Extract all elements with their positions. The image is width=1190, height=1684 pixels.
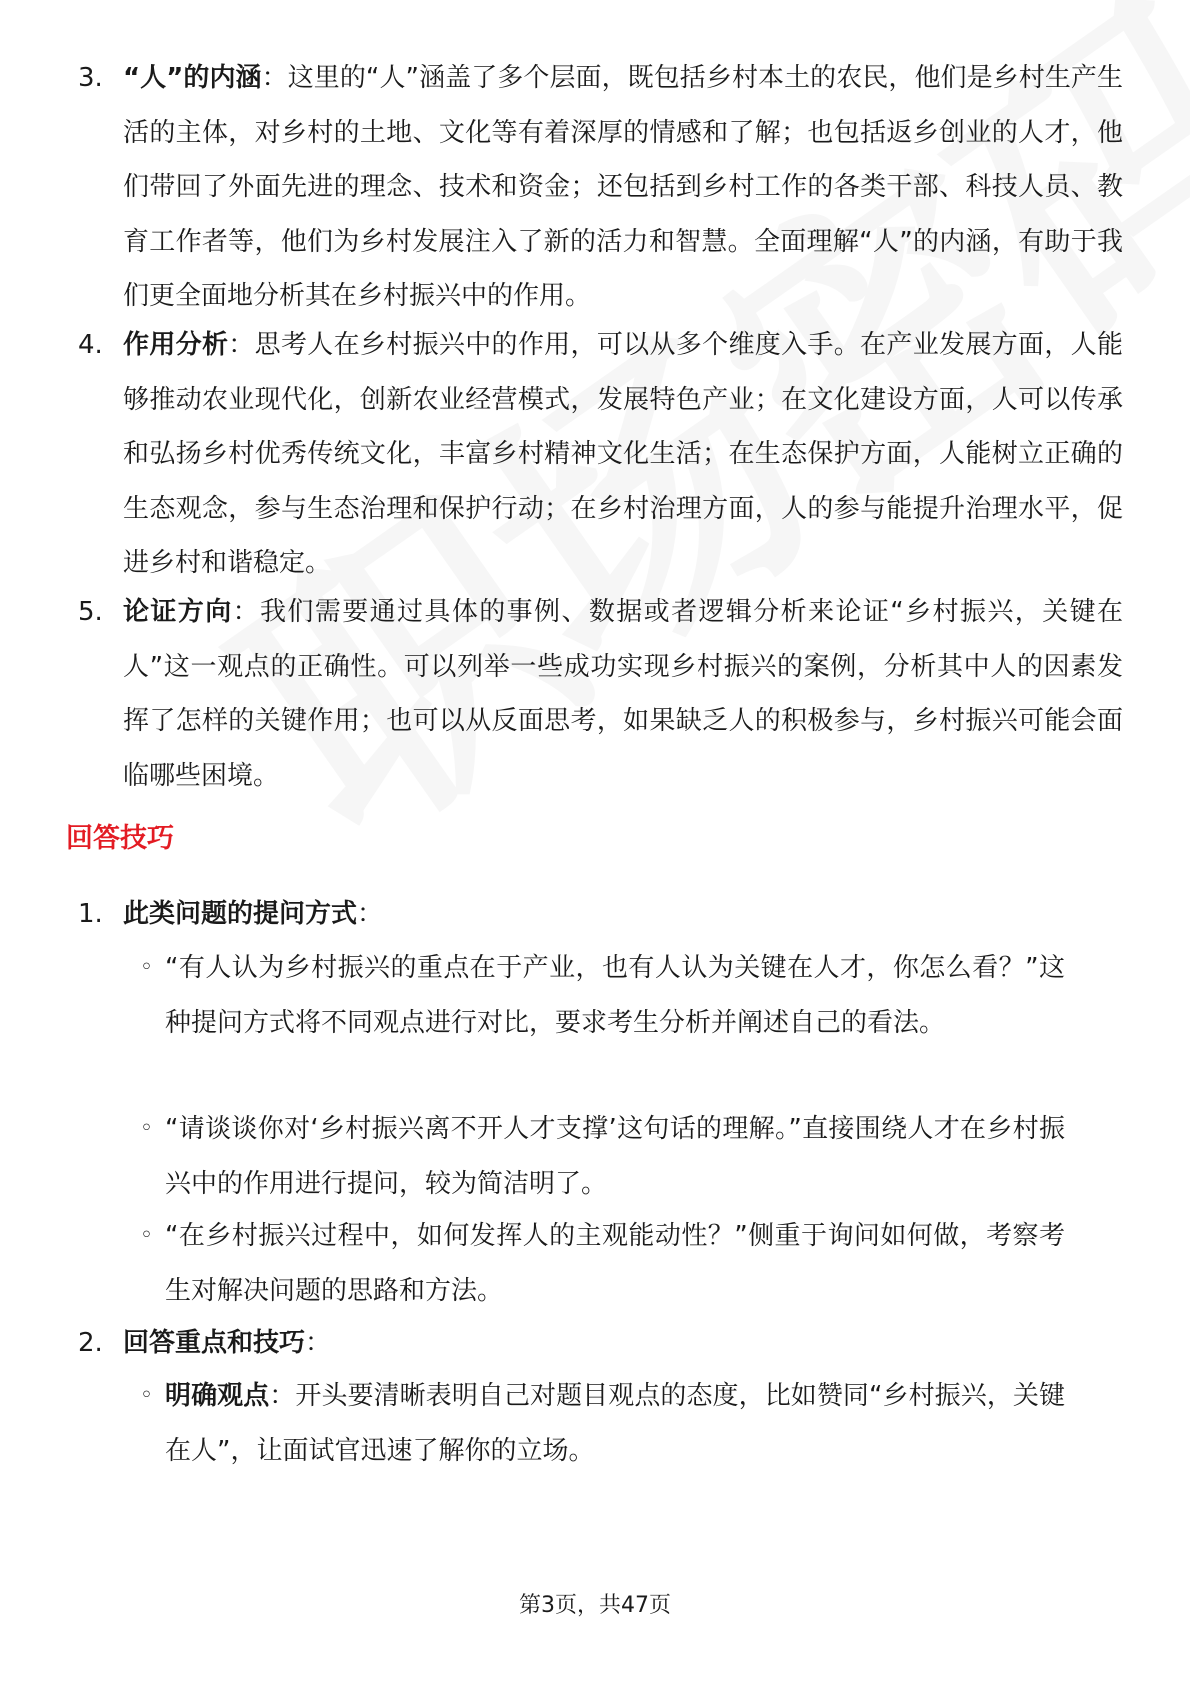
separator: ： xyxy=(228,330,255,360)
item-text: 这里的“人”涵盖了多个层面，既包括乡村本土的农民，他们是乡村生产生活的主体，对乡村的土地、文化等有着深厚的情感和了解；也包括返乡创业的人才，他们带回了外面先进的理念、技术和资金；还包括到乡村工作的各类干部、科技人员、教育工作者等，他们为乡村发展注入了新的活力和智慧。全面理解“人”的内涵，有助于我们更全面地分析其在乡村振兴中的作用。 xyxy=(123,63,1123,311)
list-item xyxy=(78,585,1138,803)
separator: ： xyxy=(357,899,384,929)
bullet-icon: ◦ xyxy=(140,1383,153,1408)
separator: ： xyxy=(269,1381,296,1411)
sub-list-item xyxy=(140,1102,1065,1211)
separator: ： xyxy=(305,1328,332,1358)
sub-item-title: 明确观点 xyxy=(165,1381,270,1411)
section-title: 回答技巧 xyxy=(66,823,174,854)
list-item xyxy=(78,1316,1138,1371)
sub-item-text: “在乡村振兴过程中，如何发挥人的主观能动性？”侧重于询问如何做，考察考生对解决问题的思路和方法。 xyxy=(165,1221,1065,1306)
sub-list-item xyxy=(140,941,1065,1050)
list-number: 4. xyxy=(78,330,103,360)
list-item xyxy=(78,318,1138,591)
page-number: 第3页，共47页 xyxy=(519,1593,671,1618)
item-title: 论证方向 xyxy=(123,597,233,627)
sub-item-text: “有人认为乡村振兴的重点在于产业，也有人认为关键在人才，你怎么看？”这种提问方式将不同观点进行对比，要求考生分析并阐述自己的看法。 xyxy=(165,953,1065,1038)
bullet-icon: ◦ xyxy=(140,1116,153,1141)
sub-list-item xyxy=(140,1369,1065,1478)
sub-item-text: 开头要清晰表明自己对题目观点的态度，比如赞同“乡村振兴，关键在人”，让面试官迅速了解你的立场。 xyxy=(165,1381,1065,1466)
item-title: 回答重点和技巧 xyxy=(123,1328,306,1358)
item-title: “人”的内涵 xyxy=(123,63,262,93)
bullet-icon: ◦ xyxy=(140,1223,153,1248)
list-number: 1. xyxy=(78,899,103,929)
list-number: 5. xyxy=(78,597,103,627)
bullet-icon: ◦ xyxy=(140,955,153,980)
list-item xyxy=(78,887,1138,942)
separator: ： xyxy=(261,63,288,93)
item-title: 作用分析 xyxy=(123,330,229,360)
separator: ： xyxy=(232,597,261,627)
item-text: 我们需要通过具体的事例、数据或者逻辑分析来论证“乡村振兴，关键在人”这一观点的正确性。可以列举一些成功实现乡村振兴的案例，分析其中人的因素发挥了怎样的关键作用；也可以从反面思考，如果缺乏人的积极参与，乡村振兴可能会面临哪些困境。 xyxy=(123,597,1123,791)
item-title: 此类问题的提问方式 xyxy=(123,899,358,929)
list-item xyxy=(78,51,1138,324)
sub-list-item xyxy=(140,1209,1065,1318)
item-text: 思考人在乡村振兴中的作用，可以从多个维度入手。在产业发展方面，人能够推动农业现代化，创新农业经营模式，发展特色产业；在文化建设方面，人可以传承和弘扬乡村优秀传统文化，丰富乡村精神文化生活；在生态保护方面，人能树立正确的生态观念，参与生态治理和保护行动；在乡村治理方面，人的参与能提升治理水平，促进乡村和谐稳定。 xyxy=(123,330,1123,578)
list-number: 2. xyxy=(78,1328,103,1358)
list-number: 3. xyxy=(78,63,103,93)
sub-item-text: “请谈谈你对‘乡村振兴离不开人才支撑’这句话的理解。”直接围绕人才在乡村振兴中的作用进行提问，较为简洁明了。 xyxy=(165,1114,1065,1199)
